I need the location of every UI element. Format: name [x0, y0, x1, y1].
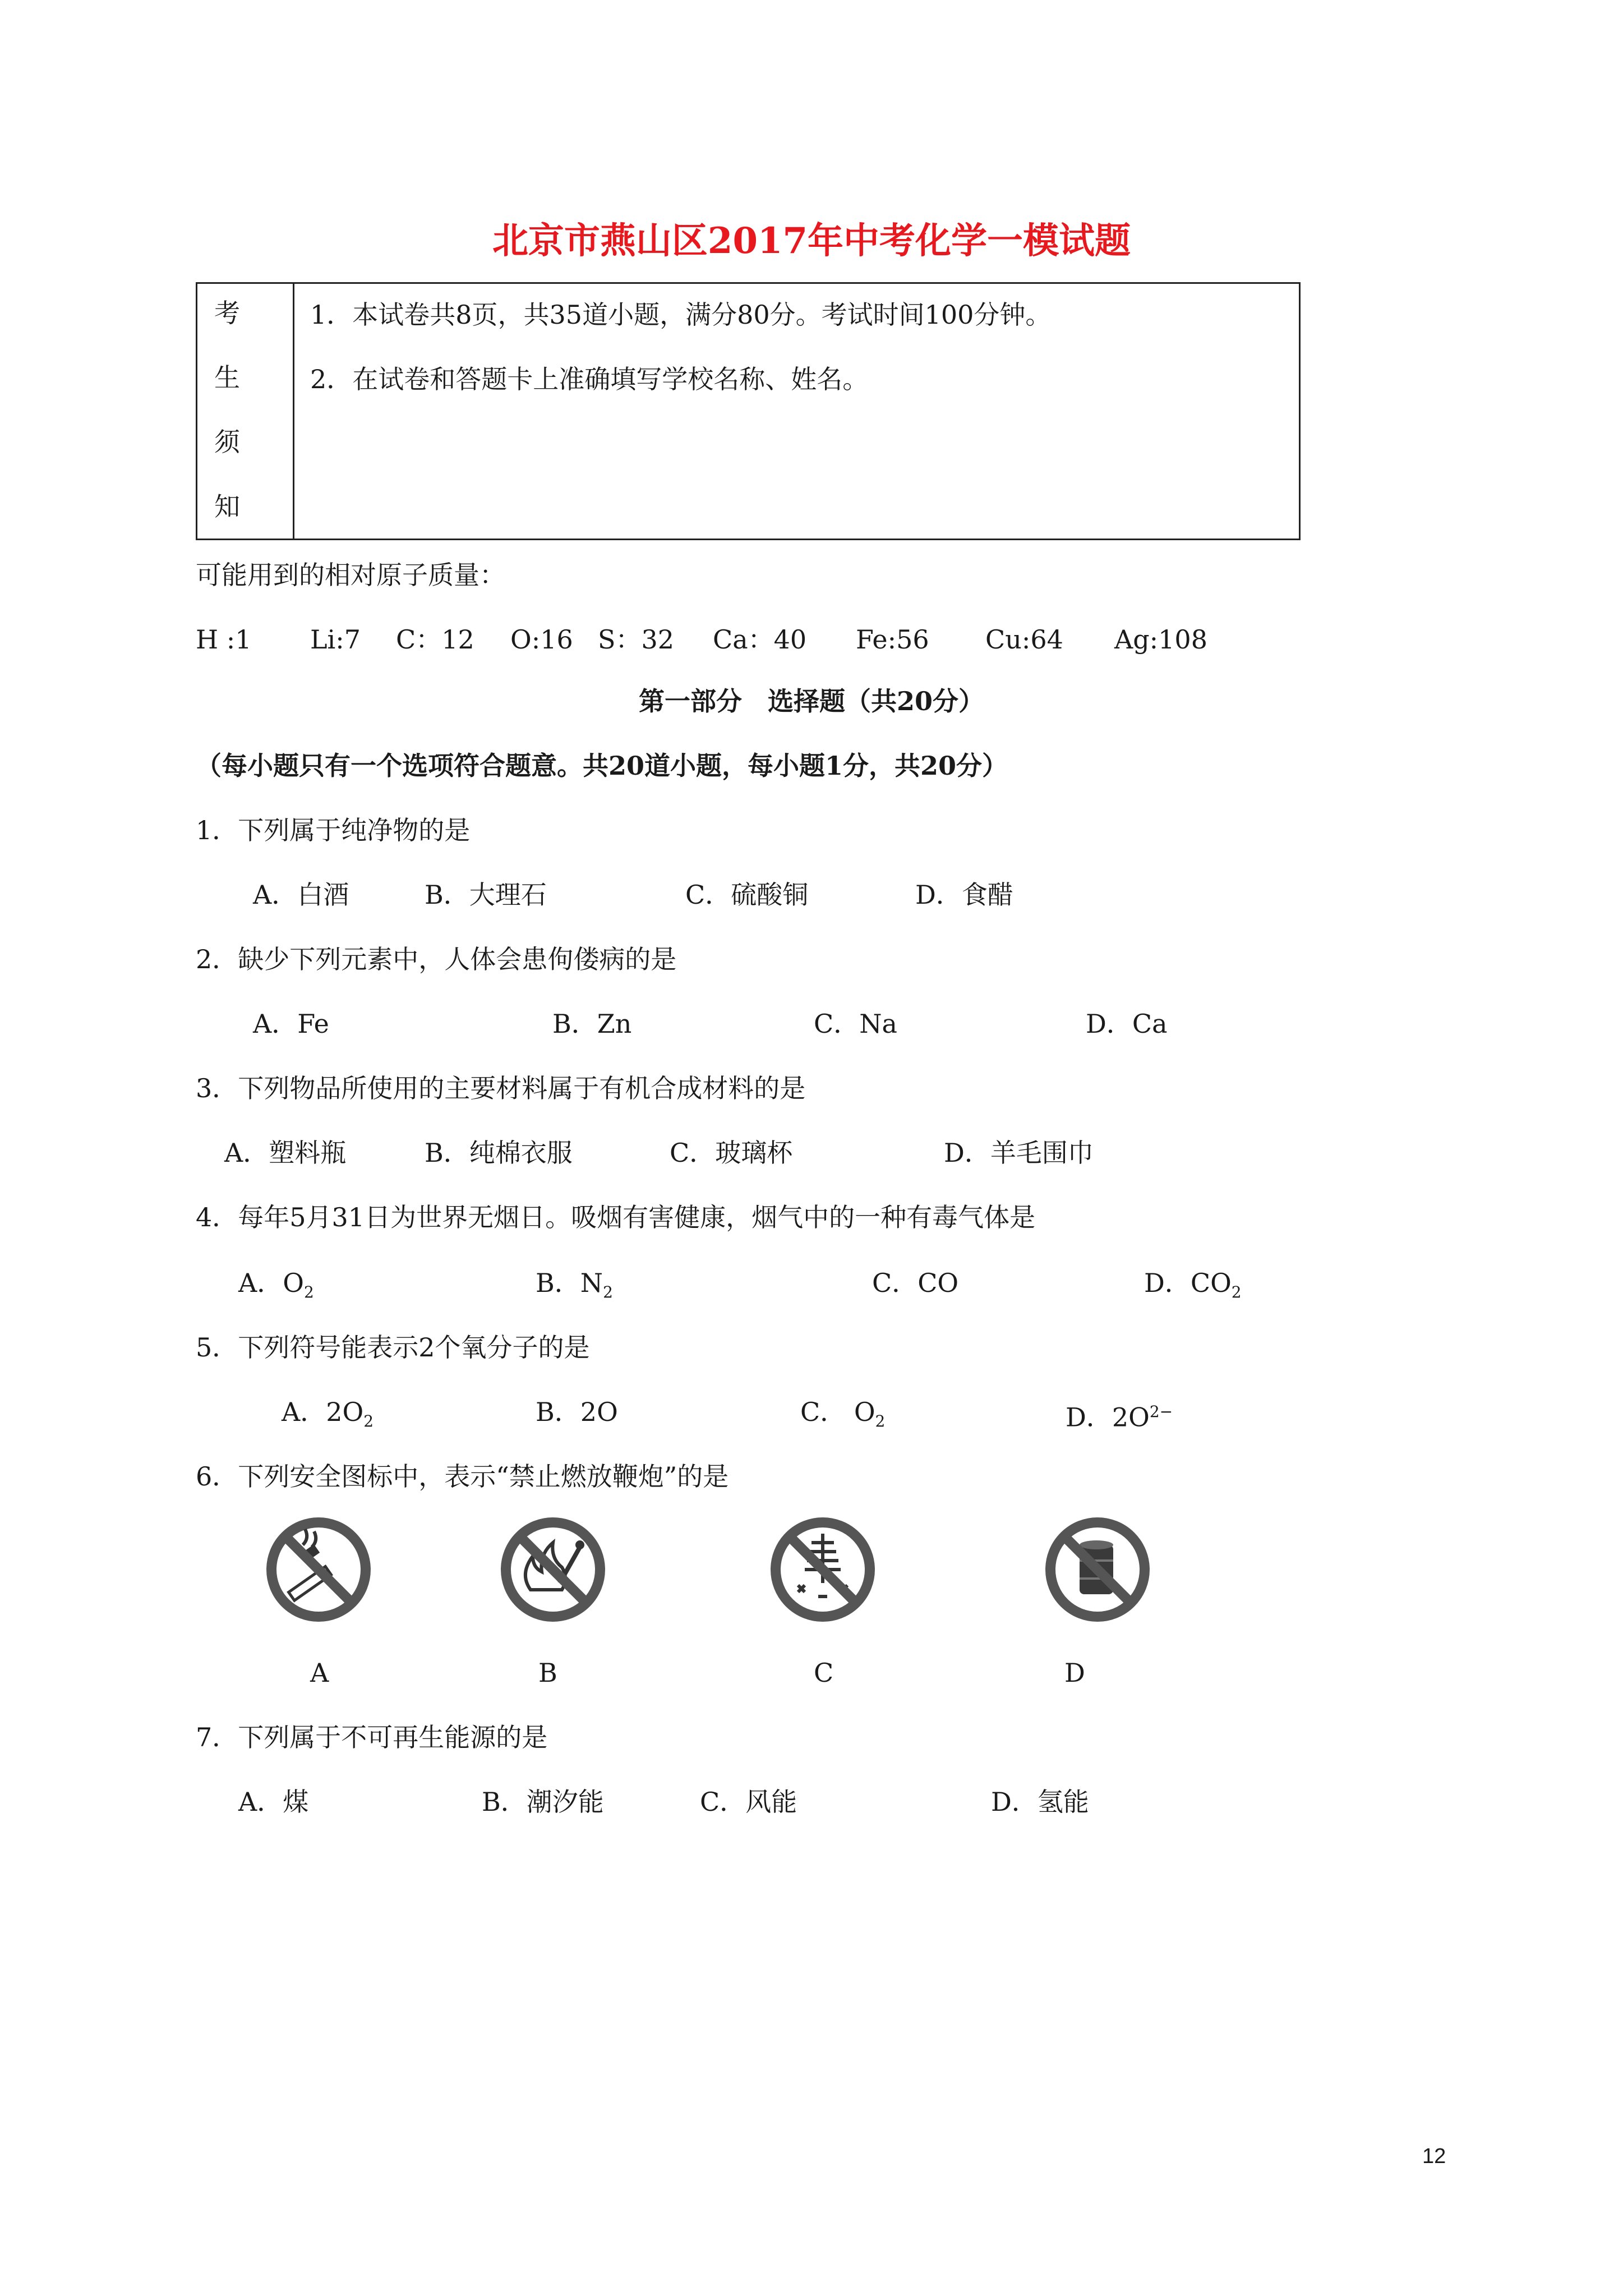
section-instruction: （每小题只有一个选项符合题意。共20道小题，每小题1分，共20分） [196, 751, 1008, 781]
icon-letter-c: C [814, 1658, 834, 1688]
atomic-mass-item: H :1 [196, 624, 252, 655]
option-a: A．$2O_2$ [282, 1397, 374, 1431]
atomic-mass-item: S：32 [598, 624, 675, 655]
option-d: D．氢能 [991, 1787, 1089, 1817]
section-heading: 第一部分 选择题（共20分） [638, 686, 984, 716]
option-d: D．Ca [1086, 1009, 1168, 1039]
no-fireworks-icon [767, 1513, 879, 1626]
page-number: 12 [1422, 2145, 1446, 2168]
option-a: A．Fe [253, 1009, 329, 1039]
atomic-mass-item: Fe:56 [856, 624, 929, 655]
option-c: C．风能 [700, 1787, 797, 1817]
icon-letter-b: B [538, 1658, 557, 1688]
option-b: B．潮汐能 [482, 1787, 604, 1817]
option-b: B．大理石 [425, 880, 547, 910]
option-d: D．$2O^{2-}$ [1066, 1402, 1173, 1433]
notice-label-cell [197, 283, 294, 540]
option-a: A．白酒 [253, 880, 349, 910]
atomic-mass-item: Cu:64 [985, 624, 1063, 655]
no-smoking-icon [262, 1513, 375, 1626]
question-stem: 3．下列物品所使用的主要材料属于有机合成材料的是 [196, 1073, 806, 1103]
option-b: B．2O [536, 1397, 618, 1427]
option-b: B．纯棉衣服 [425, 1138, 573, 1168]
no-flammable-barrel-icon [1041, 1513, 1154, 1626]
notice-label-char: 知 [214, 491, 240, 522]
page-title: 北京市燕山区2017年中考化学一模试题 [492, 220, 1131, 262]
question-stem: 7．下列属于不可再生能源的是 [196, 1722, 548, 1752]
option-d: D．$CO_2$ [1144, 1268, 1242, 1302]
question-stem: 2．缺少下列元素中，人体会患佝偻病的是 [196, 944, 677, 974]
option-c: C．Na [814, 1009, 897, 1039]
icon-letter-a: A [310, 1658, 329, 1688]
option-a: A．塑料瓶 [224, 1138, 347, 1168]
question-stem: 4．每年5月31日为世界无烟日。吸烟有害健康，烟气中的一种有毒气体是 [196, 1202, 1036, 1232]
question-stem: 6．下列安全图标中，表示“禁止燃放鞭炮”的是 [196, 1461, 729, 1492]
option-b: B．Zn [552, 1009, 632, 1039]
option-a: A．煤 [238, 1787, 309, 1817]
option-c: C．硫酸铜 [685, 880, 809, 910]
option-a: A．$O_2$ [238, 1268, 314, 1302]
icon-letter-d: D [1064, 1658, 1085, 1688]
option-d: D．羊毛围巾 [944, 1138, 1094, 1168]
question-stem: 1．下列属于纯净物的是 [196, 815, 471, 845]
option-c: C．玻璃杯 [670, 1138, 793, 1168]
atomic-mass-item: C：12 [396, 624, 474, 655]
atomic-mass-heading: 可能用到的相对原子质量： [196, 560, 505, 590]
atomic-mass-item: Li:7 [310, 624, 361, 655]
notice-line: 2．在试卷和答题卡上准确填写学校名称、姓名。 [310, 364, 869, 394]
atomic-mass-item: O:16 [510, 624, 573, 655]
notice-label-char: 须 [214, 427, 240, 457]
option-c: C． $O_2$ [800, 1397, 886, 1431]
option-c: C．CO [872, 1268, 959, 1298]
notice-line: 1．本试卷共8页，共35道小题，满分80分。考试时间100分钟。 [310, 300, 1052, 330]
option-d: D．食醋 [915, 880, 1013, 910]
no-open-flame-icon [497, 1513, 609, 1626]
atomic-mass-item: Ca：40 [713, 624, 807, 655]
option-b: B．$N_2$ [536, 1268, 613, 1302]
question-stem: 5．下列符号能表示2个氧分子的是 [196, 1332, 590, 1363]
notice-label-char: 生 [214, 362, 240, 393]
notice-label-char: 考 [214, 298, 240, 328]
atomic-mass-item: Ag:108 [1114, 624, 1207, 655]
